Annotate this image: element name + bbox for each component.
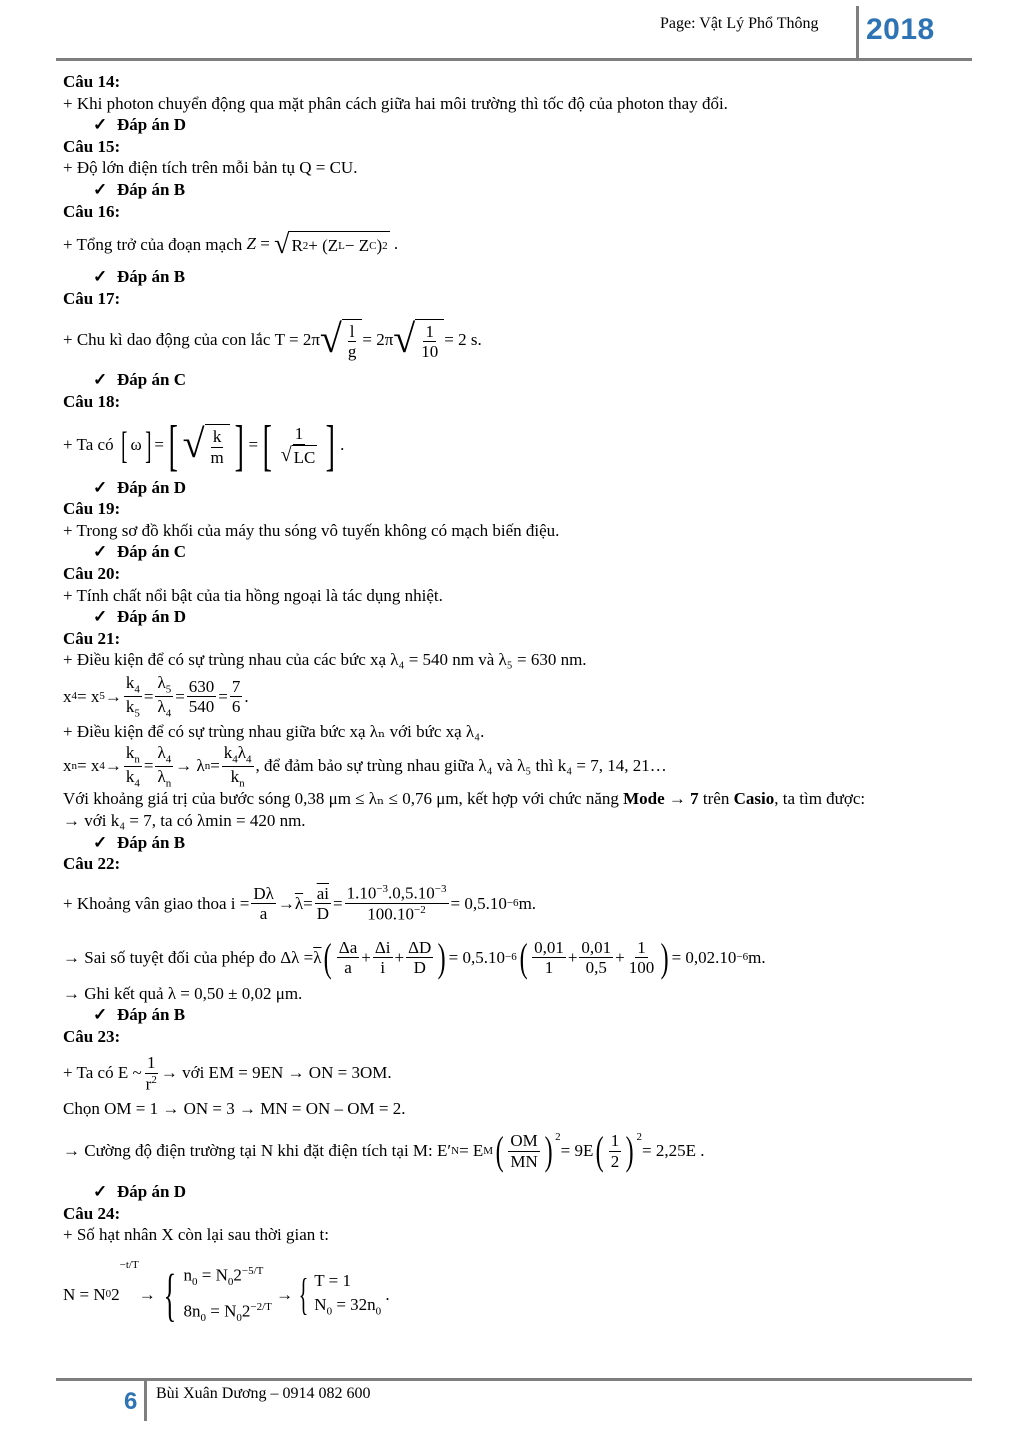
answer-prefix: Đáp án: [117, 179, 170, 199]
question-21-line-1: + Điều kiện để có sự trùng nhau của các bức xạ λ₄ = 540 nm và λ₅ = 630 nm.: [63, 650, 587, 670]
check-icon: ✓: [93, 477, 108, 497]
answer-prefix: Đáp án: [117, 1005, 170, 1025]
question-17-answer: [63, 370, 963, 392]
question-21-line-3: + Điều kiện để có sự trùng nhau giữa bức xạ λₙ với bức xạ λ₄.: [63, 721, 485, 741]
question-22-line-1: [63, 876, 963, 932]
question-15-text: + Độ lớn điện tích trên mỗi bản tụ Q = CU.: [63, 158, 358, 178]
header-page-label: Page: Vật Lý Phổ Thông: [660, 15, 819, 32]
question-18-title: Câu 18:: [63, 391, 121, 411]
answer-letter: D: [173, 115, 186, 135]
question-22-line-2-text: → Sai số tuyệt đối của phép đo: [63, 947, 276, 967]
question-23-line-1-b: → với EM = 9EN → ON = 3OM.: [160, 1063, 392, 1083]
impedance-formula: Z = √ R 2 + (Z L − Z C ) 2 .: [246, 229, 399, 261]
footer-divider: [144, 1381, 147, 1421]
question-23-line-1-a: + Ta có: [63, 1063, 114, 1083]
question-24-text: + Số hạt nhân X còn lại sau thời gian t:: [63, 1225, 329, 1245]
check-icon: ✓: [93, 832, 108, 852]
check-icon: ✓: [93, 1005, 108, 1025]
answer-letter: B: [173, 1005, 186, 1025]
lambda-n-formula: x n = x 4 → $k_n$ $k_4$ = $\lambda_4$ $\lambda_n$ → λ n = $k_4\lambda_4$ $k_n$: [63, 742, 252, 790]
question-19-text: + Trong sơ đồ khối của máy thu sóng vô tuyến không có mạch biến điệu.: [63, 520, 560, 540]
question-20-title: Câu 20:: [63, 563, 121, 583]
question-23-title: Câu 23:: [63, 1027, 121, 1047]
answer-prefix: Đáp án: [117, 370, 170, 390]
question-14-text: + Khi photon chuyển động qua mặt phân cách giữa hai môi trường thì tốc độ của photon thay đổi.: [63, 93, 728, 113]
field-at-n-formula: E′ N = E M ( OM MN ) $^2$ = 9E ( 1 2 ) $^2$ = 2,25E .: [437, 1128, 705, 1174]
question-18-answer: [63, 478, 963, 500]
question-23-answer: [63, 1182, 963, 1204]
answer-letter: D: [173, 1182, 186, 1202]
answer-prefix: Đáp án: [117, 267, 170, 287]
answer-letter: D: [173, 607, 186, 627]
question-15-answer: [63, 180, 963, 202]
question-16-text: + Tổng trở của đoạn mạch: [63, 234, 243, 254]
answer-letter: B: [173, 179, 186, 199]
question-18-formula-line: [63, 414, 963, 478]
question-23-line-2: Chọn OM = 1 → ON = 3 → MN = ON – OM = 2.: [63, 1098, 406, 1118]
answer-letter: C: [173, 542, 186, 562]
check-icon: ✓: [93, 267, 108, 287]
answer-prefix: Đáp án: [117, 115, 170, 135]
check-icon: ✓: [93, 542, 108, 562]
question-21-line-6: → với k₄ = 7, ta có λmin = 420 nm.: [63, 811, 306, 831]
page-content: [63, 72, 963, 1343]
question-22-answer: [63, 1005, 963, 1027]
question-21-line-4-tail: , để đảm bảo sự trùng nhau giữa λ₄ và λ₅ thì k₄ = 7, 14, 21…: [255, 756, 667, 776]
question-20-text: + Tính chất nổi bật của tia hồng ngoại là tác dụng nhiệt.: [63, 585, 443, 605]
question-18-text: + Ta có: [63, 435, 114, 455]
answer-prefix: Đáp án: [117, 477, 170, 497]
answer-letter: C: [173, 370, 186, 390]
question-16-title: Câu 16:: [63, 201, 121, 221]
question-20-answer: [63, 607, 963, 629]
question-22-title: Câu 22:: [63, 854, 121, 874]
question-24-formula-line: [63, 1247, 963, 1343]
question-21-title: Câu 21:: [63, 628, 121, 648]
question-24-title: Câu 24:: [63, 1203, 121, 1223]
check-icon: ✓: [93, 115, 108, 135]
answer-prefix: Đáp án: [117, 607, 170, 627]
header-divider: [856, 6, 859, 58]
question-19-answer: [63, 542, 963, 564]
question-23-line-3-text: → Cường độ điện trường tại N khi đặt điện tích tại M:: [63, 1141, 433, 1161]
footer-rule: [56, 1378, 972, 1381]
answer-prefix: Đáp án: [117, 1182, 170, 1202]
answer-letter: B: [173, 267, 186, 287]
question-14-title: Câu 14:: [63, 72, 121, 91]
omega-unit-formula: [ ω ] = [ √ k m ] = [ 1 √ LC ] .: [120, 414, 345, 477]
question-22-line-2: [63, 932, 963, 984]
check-icon: ✓: [93, 179, 108, 199]
question-22-line-1-text: + Khoảng vân giao thoa: [63, 893, 227, 913]
check-icon: ✓: [93, 370, 108, 390]
question-16-answer: [63, 267, 963, 289]
question-19-title: Câu 19:: [63, 499, 121, 519]
question-22-line-3: → Ghi kết quả λ = 0,50 ± 0,02 μm.: [63, 983, 303, 1003]
check-icon: ✓: [93, 1182, 108, 1202]
period-formula: T = 2π √ l g = 2π √ 1 10 = 2 s.: [274, 315, 482, 362]
answer-letter: D: [173, 477, 186, 497]
question-17-title: Câu 17:: [63, 288, 121, 308]
footer-page-number: 6: [124, 1388, 138, 1415]
check-icon: ✓: [93, 607, 108, 627]
question-21-ratio-line: [63, 672, 963, 722]
field-proportion-formula: E ~ 1 $r^2$: [117, 1053, 157, 1094]
question-21-answer: [63, 833, 963, 855]
decay-formula: N = N 0 2 −t/T → { $n_0 = N_02^{-5/T}$ $8n_0 = N_02^{-2/T}$ → { T = 1 $N_0 = 32n_0$ .: [63, 1258, 390, 1327]
question-23-line-3: [63, 1124, 963, 1178]
answer-prefix: Đáp án: [117, 542, 170, 562]
question-16-formula-line: [63, 223, 963, 267]
question-15-title: Câu 15:: [63, 136, 121, 156]
question-17-text: + Chu kì dao động của con lắc: [63, 330, 271, 350]
question-21-line-5: Với khoảng giá trị của bước sóng 0,38 μm ≤ λₙ ≤ 0,76 μm, kết hợp với chức năng Mode → 7 trên Casio, ta tìm được:: [63, 789, 866, 809]
question-14-answer: [63, 115, 963, 137]
footer-author: Bùi Xuân Dương – 0914 082 600: [156, 1385, 371, 1402]
question-17-formula-line: [63, 310, 963, 370]
error-formula: Δλ = $\overline{\lambda}$ ( Δa $\overline{a}$ + Δi $\overline{i}$ + ΔD $\overline{D}$ ) = 0,5.10 −6 ( 0,01 1 + 0,01 0,5 + 1 100 ) = 0,02.10 −6 m.: [280, 934, 766, 980]
question-23-line-1: [63, 1049, 963, 1099]
fringe-formula: i = Dλ a → $\overline{\lambda}$ = $\overline{ai}$ $\overline{D}$ = $1.10^{-3}.0,5.10^{-3}$ $100.10^{-2}$ = 0,5.10 −6 m.: [230, 883, 537, 924]
ratio-formula: x 4 = x 5 → $k_4$ $k_5$ = $\lambda_5$ $\lambda_4$ = 630 540 = 7 6 .: [63, 673, 249, 720]
answer-prefix: Đáp án: [117, 832, 170, 852]
header-rule: [56, 58, 972, 61]
answer-letter: B: [173, 832, 186, 852]
header-year: 2018: [866, 13, 935, 46]
question-21-lambda-line: [63, 743, 963, 789]
